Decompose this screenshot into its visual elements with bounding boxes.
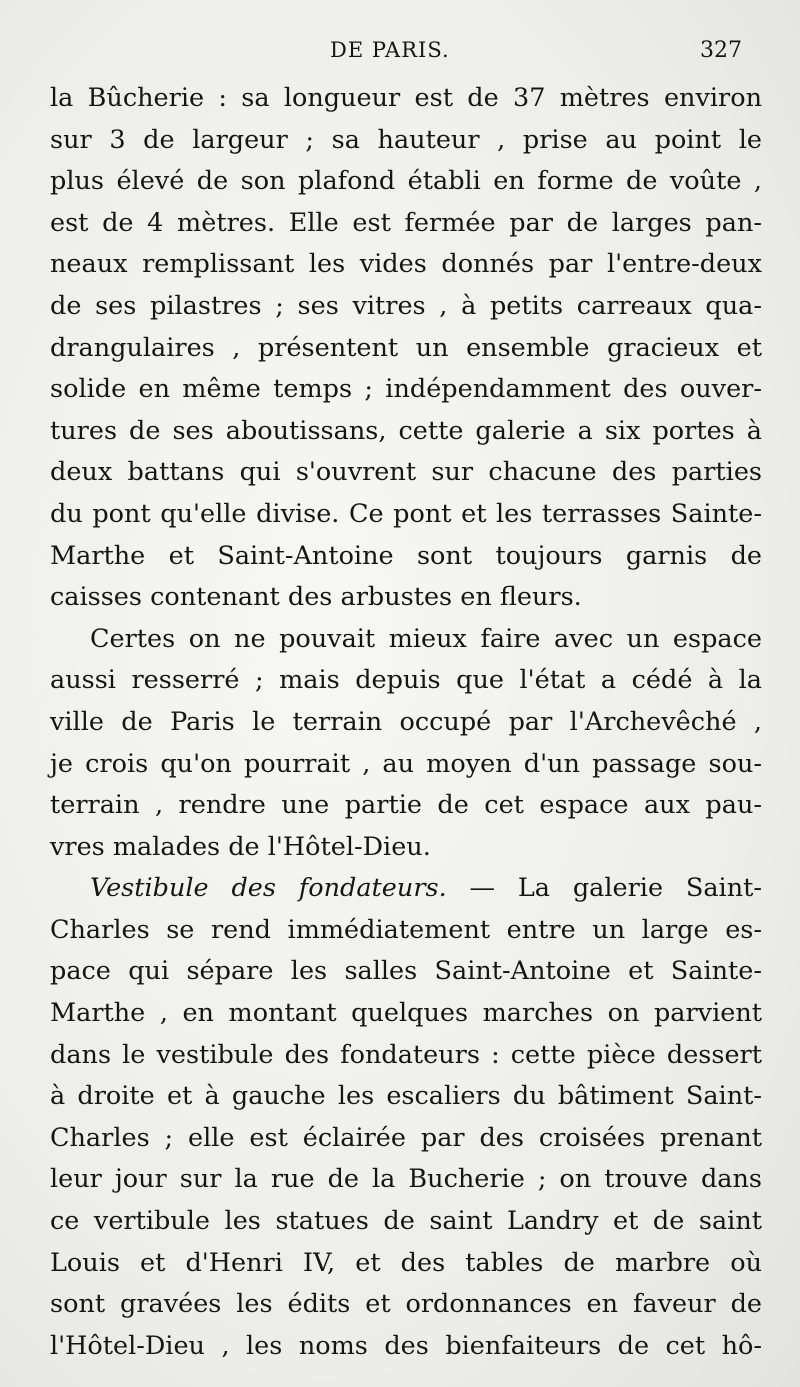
line-text: est de 4 mètres. Elle est fermée par de larges pan- bbox=[50, 207, 762, 238]
text-line bbox=[50, 411, 762, 453]
text-line bbox=[50, 328, 762, 370]
text-line bbox=[50, 1243, 762, 1285]
text-line bbox=[50, 494, 762, 536]
text-line bbox=[50, 161, 762, 203]
text-line bbox=[50, 619, 762, 661]
text-line bbox=[50, 827, 762, 869]
text-line bbox=[50, 577, 762, 619]
line-text: l'Hôtel-Dieu , les noms des bienfaiteurs de cet hô- bbox=[50, 1330, 762, 1361]
line-text: pace qui sépare les salles Saint-Antoine et Sainte- bbox=[50, 956, 762, 987]
text-line bbox=[50, 910, 762, 952]
text-line bbox=[50, 120, 762, 162]
line-text: Louis et d'Henri IV, et des tables de marbre où bbox=[50, 1247, 762, 1278]
page-number: 327 bbox=[700, 38, 742, 63]
text-line bbox=[50, 660, 762, 702]
text-line bbox=[50, 1284, 762, 1326]
line-text: caisses contenant des arbustes en fleurs. bbox=[50, 582, 582, 613]
line-text: dans le vestibule des fondateurs : cette pièce dessert bbox=[50, 1039, 762, 1070]
line-text: à droite et à gauche les escaliers du bâtiment Saint- bbox=[50, 1081, 762, 1112]
page-header bbox=[0, 38, 800, 78]
line-text: Charles ; elle est éclairée par des croisées prenant bbox=[50, 1122, 762, 1153]
text-line bbox=[50, 868, 762, 910]
line-text: de ses pilastres ; ses vitres , à petits carreaux qua- bbox=[50, 290, 762, 321]
line-text: sur 3 de largeur ; sa hauteur , prise au point le bbox=[50, 124, 762, 155]
line-text: ce vertibule les statues de saint Landry et de saint bbox=[50, 1206, 762, 1237]
line-text: Charles se rend immédiatement entre un large es- bbox=[50, 914, 762, 945]
text-line bbox=[50, 1159, 762, 1201]
line-text: la Bûcherie : sa longueur est de 37 mètres environ bbox=[50, 83, 762, 113]
line-text: Marthe , en montant quelques marches on parvient bbox=[50, 998, 762, 1029]
line-text: deux battans qui s'ouvrent sur chacune des parties bbox=[50, 457, 762, 488]
line-text: je crois qu'on pourrait , au moyen d'un passage sou- bbox=[50, 748, 762, 779]
line-text: ville de Paris le terrain occupé par l'Archevêché , bbox=[50, 706, 762, 737]
text-line bbox=[50, 744, 762, 786]
text-line bbox=[50, 78, 762, 120]
text-line bbox=[50, 1076, 762, 1118]
line-text: Certes on ne pouvait mieux faire avec un espace bbox=[90, 623, 762, 654]
line-text: du pont qu'elle divise. Ce pont et les terrasses Sainte- bbox=[50, 498, 762, 529]
running-head: DE PARIS. bbox=[330, 38, 450, 62]
line-text: solide en même temps ; indépendamment des ouver- bbox=[50, 374, 762, 405]
text-line bbox=[50, 1326, 762, 1368]
text-line bbox=[50, 452, 762, 494]
text-line bbox=[50, 1201, 762, 1243]
line-text: — La galerie Saint- bbox=[446, 873, 762, 904]
text-line bbox=[50, 369, 762, 411]
text-line bbox=[50, 951, 762, 993]
text-line bbox=[50, 1035, 762, 1077]
line-text: sont gravées les édits et ordonnances en faveur de bbox=[50, 1289, 762, 1320]
text-line bbox=[50, 785, 762, 827]
line-text: tures de ses aboutissans, cette galerie a six portes à bbox=[50, 415, 762, 446]
text-line bbox=[50, 702, 762, 744]
text-line bbox=[50, 244, 762, 286]
line-text: plus élevé de son plafond établi en forme de voûte , bbox=[50, 166, 762, 197]
body-text bbox=[50, 78, 762, 1367]
text-line bbox=[50, 536, 762, 578]
text-line bbox=[50, 1118, 762, 1160]
text-line bbox=[50, 203, 762, 245]
section-heading: Vestibule des fondateurs. bbox=[90, 873, 447, 904]
line-text: drangulaires , présentent un ensemble gracieux et bbox=[50, 332, 762, 363]
text-line bbox=[50, 993, 762, 1035]
line-text: leur jour sur la rue de la Bucherie ; on trouve dans bbox=[50, 1164, 762, 1195]
line-text: aussi resserré ; mais depuis que l'état a cédé à la bbox=[50, 665, 762, 696]
line-text: Marthe et Saint-Antoine sont toujours garnis de bbox=[50, 540, 762, 571]
text-line bbox=[50, 286, 762, 328]
line-text: vres malades de l'Hôtel-Dieu. bbox=[50, 831, 431, 862]
line-text: terrain , rendre une partie de cet espace aux pau- bbox=[50, 790, 762, 821]
line-text: neaux remplissant les vides donnés par l'entre-deux bbox=[50, 249, 762, 280]
